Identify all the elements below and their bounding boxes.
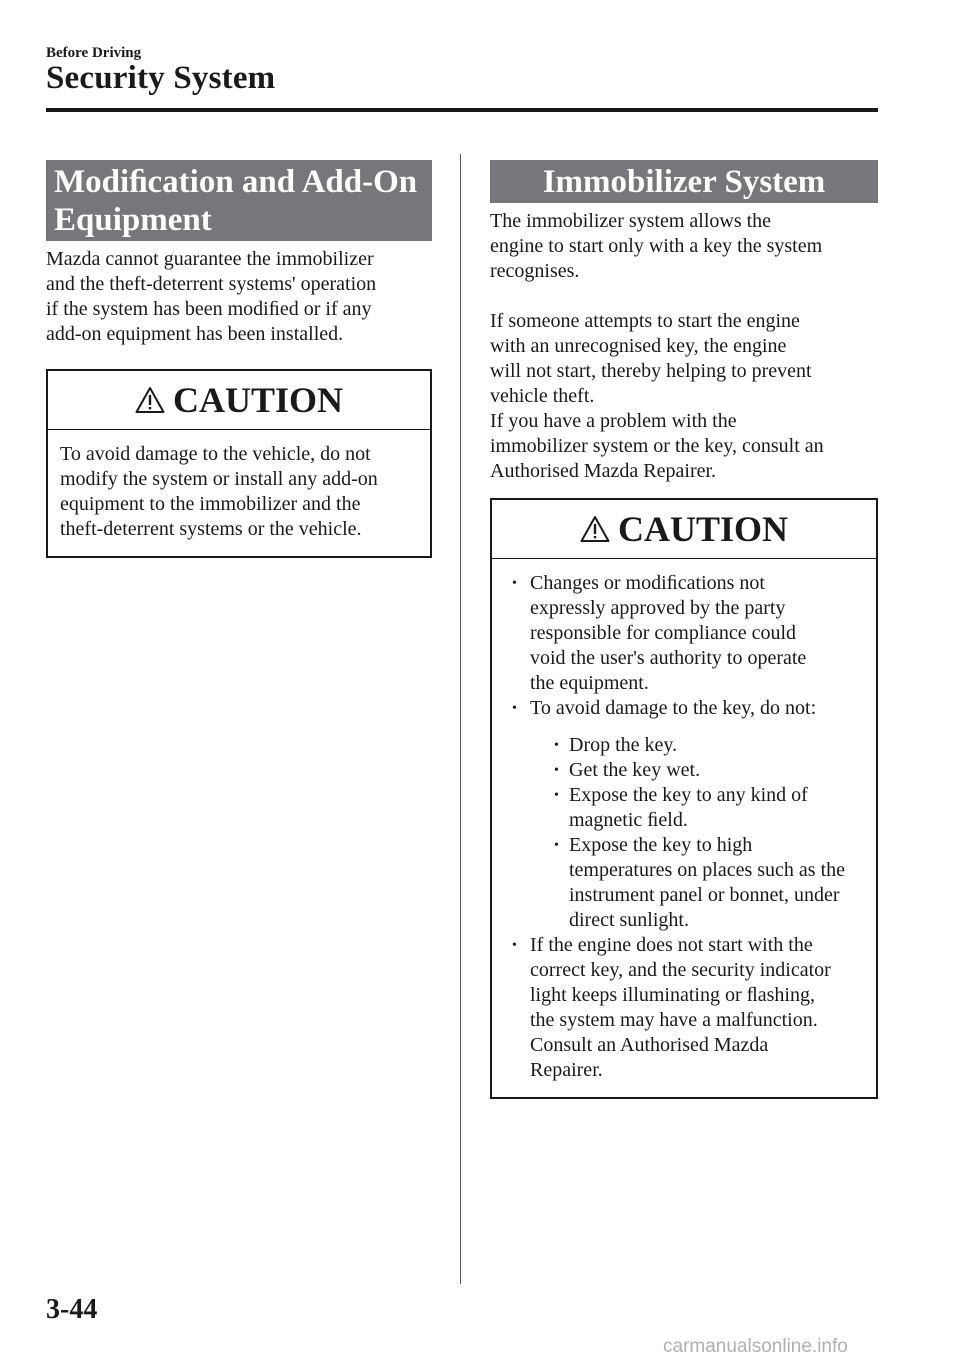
text-line: If the engine does not start with the: [530, 934, 813, 956]
title-rule: [46, 108, 878, 112]
text-line: If you have a problem with the: [490, 410, 737, 432]
text-line: equipment to the immobilizer and the: [60, 493, 361, 515]
text-line: Mazda cannot guarantee the immobilizer: [46, 248, 374, 270]
immobilizer-paragraph-3: [490, 409, 878, 484]
caution-sub-list: [530, 733, 864, 933]
list-item: [504, 933, 864, 1083]
text-line: Drop the key.: [569, 734, 678, 756]
column-divider: [460, 154, 461, 1284]
text-line: Authorised Mazda Repairer.: [490, 460, 717, 482]
text-line: modify the system or install any add-on: [60, 468, 378, 490]
list-item: [550, 733, 864, 758]
caution-header: [492, 500, 876, 559]
text-line: If someone attempts to start the engine: [490, 310, 800, 332]
right-column: [490, 160, 878, 1099]
text-line: theft-deterrent systems or the vehicle.: [60, 518, 362, 540]
text-line: void the user's authority to operate: [530, 647, 807, 669]
text-line: Get the key wet.: [569, 759, 701, 781]
immobilizer-paragraph-2: [490, 309, 878, 409]
text-line: light keeps illuminating or ﬂashing,: [530, 984, 815, 1006]
text-line: Changes or modiﬁcations not: [530, 572, 765, 594]
caution-bullet-list: [504, 571, 864, 1083]
text-line: will not start, thereby helping to prevent: [490, 360, 812, 382]
section-label: Before Driving: [46, 45, 142, 61]
caution-box-left: [46, 369, 432, 558]
text-line: instrument panel or bonnet, under: [569, 884, 840, 906]
text-line: temperatures on places such as the: [569, 859, 846, 881]
caution-title: CAUTION: [617, 509, 788, 549]
list-item: [550, 783, 864, 833]
paragraph-gap: [490, 284, 878, 309]
text-line: Consult an Authorised Mazda: [530, 1034, 769, 1056]
caution-body: [492, 559, 876, 1097]
warning-triangle-icon: [580, 515, 610, 543]
text-line: the equipment.: [530, 672, 649, 694]
text-line: To avoid damage to the key, do not:: [530, 697, 817, 719]
caution-box-right: [490, 498, 878, 1099]
text-line: recognises.: [490, 260, 580, 282]
text-line: correct key, and the security indicator: [530, 959, 831, 981]
modification-heading-line1: Modiﬁcation and Add-On: [54, 164, 418, 200]
modification-body: [46, 247, 432, 347]
watermark[interactable]: carmanualsonline.info: [663, 1336, 848, 1357]
list-item: [504, 696, 864, 933]
text-line: direct sunlight.: [569, 909, 689, 931]
text-line: responsible for compliance could: [530, 622, 797, 644]
page-number: 3-44: [46, 1294, 98, 1325]
text-line: if the system has been modiﬁed or if any: [46, 298, 372, 320]
text-line: Repairer.: [530, 1059, 603, 1081]
text-line: the system may have a malfunction.: [530, 1009, 818, 1031]
text-line: with an unrecognised key, the engine: [490, 335, 787, 357]
caution-body: [48, 430, 430, 556]
caution-title: CAUTION: [172, 380, 343, 420]
modification-heading: [46, 160, 432, 241]
text-line: The immobilizer system allows the: [490, 210, 772, 232]
text-line: and the theft-deterrent systems' operation: [46, 273, 377, 295]
immobilizer-heading: Immobilizer System: [490, 160, 878, 203]
list-item: [504, 571, 864, 696]
text-line: expressly approved by the party: [530, 597, 786, 619]
text-line: magnetic ﬁeld.: [569, 809, 688, 831]
text-line: engine to start only with a key the system: [490, 235, 823, 257]
text-line: Expose the key to high: [569, 834, 753, 856]
text-line: vehicle theft.: [490, 385, 595, 407]
text-line: To avoid damage to the vehicle, do not: [60, 443, 371, 465]
page-title: Security System: [46, 60, 276, 96]
immobilizer-paragraph-1: [490, 209, 878, 284]
caution-header: [48, 371, 430, 430]
text-line: add-on equipment has been installed.: [46, 323, 344, 345]
list-item: [550, 758, 864, 783]
list-item: [550, 833, 864, 933]
text-line: immobilizer system or the key, consult an: [490, 435, 824, 457]
warning-triangle-icon: [135, 386, 165, 414]
modification-heading-line2: Equipment: [54, 202, 212, 238]
left-column: [46, 160, 432, 558]
text-line: Expose the key to any kind of: [569, 784, 808, 806]
